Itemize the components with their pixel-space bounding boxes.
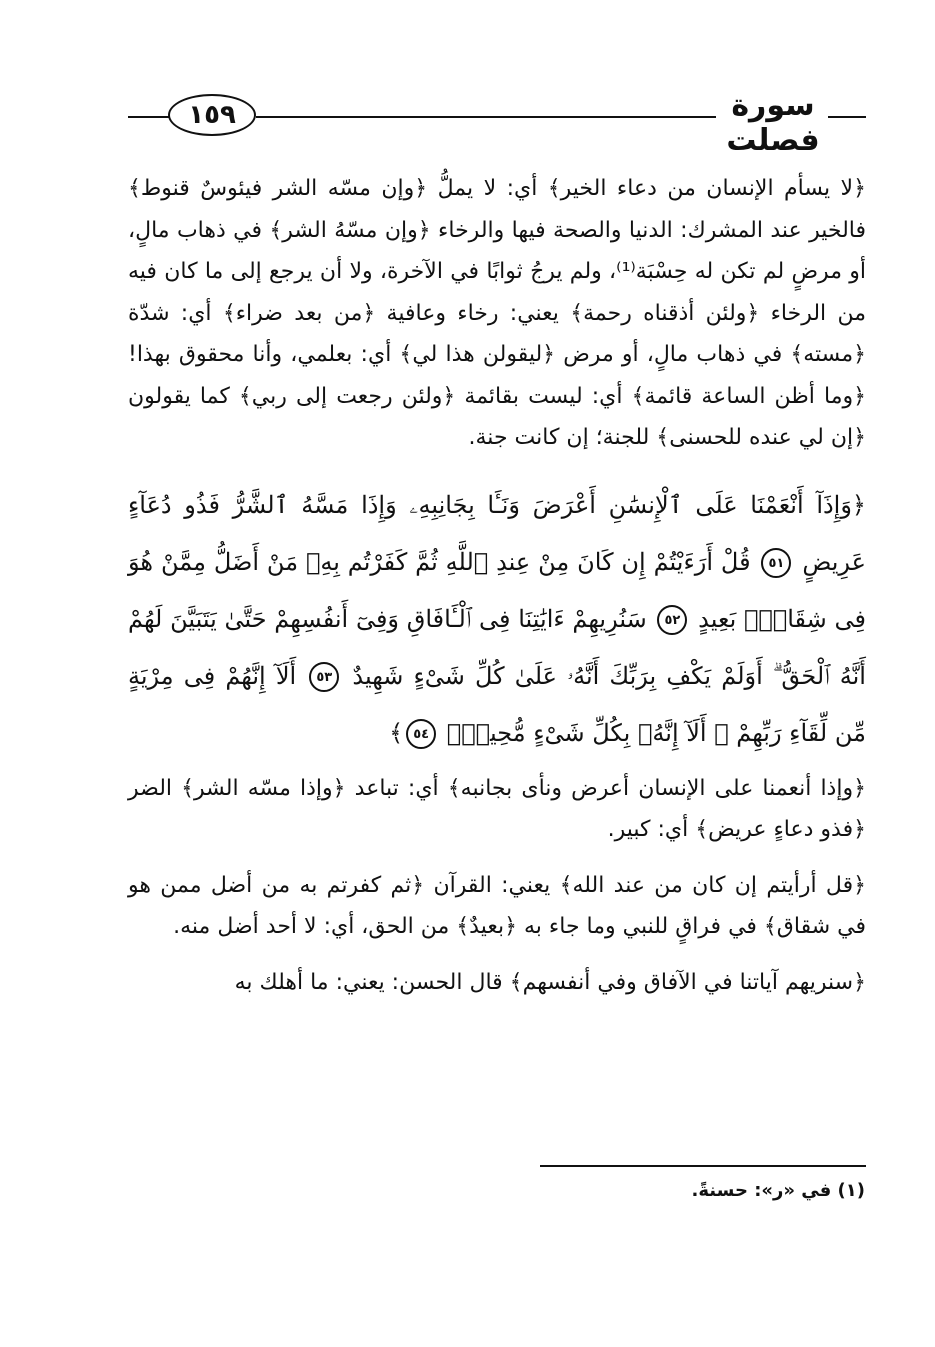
- surah-title: سورة فصلت: [718, 88, 828, 158]
- commentary-paragraph: ﴿وإذا أنعمنا على الإنسان أعرض ونأى بجانبه﴾ أي: تباعد ﴿وإذا مسّه الشر﴾ الضر ﴿فذو دعاءٍ عريض﴾ أي: كبير.: [128, 775, 866, 842]
- footnote: (١) في «ر»: حسنةً.: [691, 1180, 865, 1201]
- header-rule-right: [828, 116, 866, 118]
- header-rule-left: [128, 116, 172, 118]
- verse-number-marker: ٥٣: [309, 662, 339, 692]
- verse-52-text: قُلْ أَرَءَيْتُمْ إِن كَانَ مِنْ عِندِ ٱللَّهِ ثُمَّ كَفَرْتُم بِهِۦ مَنْ أَضَلُّ مِمَّنْ هُوَ فِى شِقَاقٍۭ بَعِيدٍ: [128, 547, 866, 633]
- commentary-paragraph: ﴿قل أرأيتم إن كان من عند الله﴾ يعني: القرآن ﴿ثم كفرتم به من أضل ممن هو في شقاق﴾ في فراقٍ للنبي وما جاء به ﴿بعيدٌ﴾ من الحق، أي: لا أحد أضل منه.: [128, 872, 866, 939]
- page-body: [128, 168, 866, 1017]
- quran-verses-block: [128, 477, 866, 762]
- page-number: ١٥٩: [168, 94, 256, 136]
- verse-53-text: سَنُرِيهِمْ ءَايَٰتِنَا فِى ٱلْـَٔافَاقِ وَفِىٓ أَنفُسِهِمْ حَتَّىٰ يَتَبَيَّنَ لَهُمْ أَنَّهُ ٱلْحَقُّ ۗ أَوَلَمْ يَكْفِ بِرَبِّكَ أَنَّهُۥ عَلَىٰ كُلِّ شَىْءٍ شَهِيدٌ: [128, 604, 866, 690]
- commentary-paragraph: ﴿سنريهم آياتنا في الآفاق وفي أنفسهم﴾ قال الحسن: يعني: ما أهلك به: [234, 969, 866, 995]
- verse-close-bracket: ﴾: [389, 718, 404, 747]
- footnote-separator: [540, 1165, 866, 1167]
- commentary-paragraph: ﴿لا يسأم الإنسان من دعاء الخير﴾ أي: لا يملُّ ﴿وإن مسّه الشر فيئوسٌ قنوط﴾ فالخير عند المشرك: الدنيا والصحة فيها والرخاء ﴿وإن مسّهُ الشر﴾ في ذهاب مالٍ، أو مرضٍ لم تكن له حِسْبَة⁽¹⁾، ولم يرجُ ثوابًا في الآخرة، ولا أن يرجع إلى ما كان فيه من الرخاء ﴿ولئن أذقناه رحمة﴾ يعني: رخاء وعافية ﴿من بعد ضراء﴾ أي: شدّة ﴿مسته﴾ في ذهاب مالٍ، أو مرض ﴿ليقولن هذا لي﴾ أي: بعلمي، وأنا محقوق بهذا! ﴿وما أظن الساعة قائمة﴾ أي: ليست بقائمة ﴿ولئن رجعت إلى ربي﴾ كما يقولون ﴿إن لي عنده للحسنى﴾ للجنة؛ إن كانت جنة.: [128, 176, 867, 450]
- verse-54-text: أَلَآ إِنَّهُمْ فِى مِرْيَةٍ مِّن لِّقَآءِ رَبِّهِمْ ۗ أَلَآ إِنَّهُۥ بِكُلِّ شَىْءٍ مُّحِيطٌۢ: [128, 661, 866, 747]
- verse-number-marker: ٥٢: [657, 605, 687, 635]
- page-header: [128, 78, 866, 158]
- verse-number-marker: ٥٤: [406, 719, 436, 749]
- header-rule-middle: [256, 116, 716, 118]
- verse-number-marker: ٥١: [761, 548, 791, 578]
- verse-51-text: ﴿وَإِذَآ أَنْعَمْنَا عَلَى ٱلْإِنسَٰنِ أَعْرَضَ وَنَـَٔا بِجَانِبِهِۦ وَإِذَا مَسَّهُ ٱلشَّرُّ فَذُو دُعَآءٍ عَرِيضٍ: [128, 490, 866, 576]
